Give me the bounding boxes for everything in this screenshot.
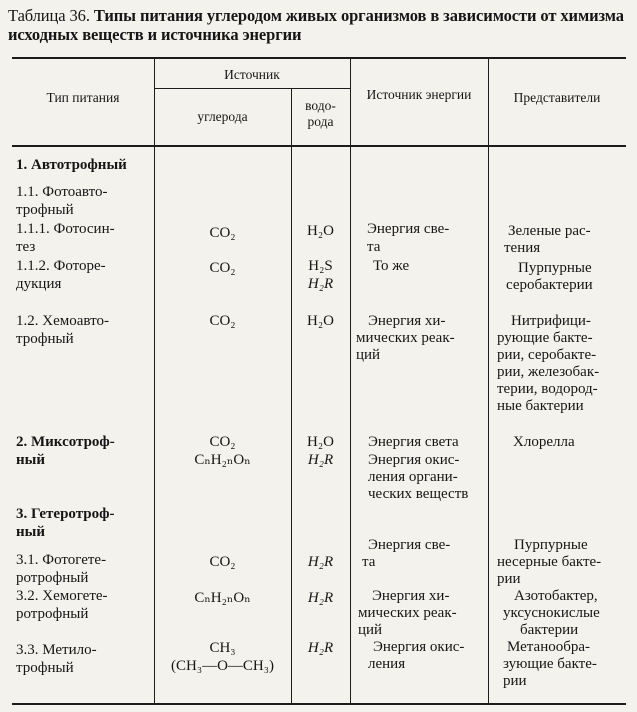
row-mixo-energy-2: Энергия окис-	[368, 452, 460, 468]
row-methylo-energy-2: ления	[368, 656, 406, 672]
row-photosynth-hydrogen: H₂O	[307, 223, 334, 239]
col-divider-2	[291, 88, 292, 704]
row-chemohetero-name-2: ротрофный	[16, 606, 89, 622]
row-photohetero-hydrogen: H₂R	[307, 554, 334, 570]
bottom-rule	[12, 703, 626, 705]
row-chemoauto-carbon: CO₂	[209, 313, 236, 329]
row-methylo-name-2: трофный	[16, 660, 74, 676]
row-photosynth-rep-2: тения	[504, 240, 541, 256]
header-source: Источник	[224, 67, 280, 82]
header-representatives: Представители	[513, 90, 601, 105]
row-chemohetero-energy-1: Энергия хи-	[372, 588, 450, 604]
row-photoreduct-hydrogen-1: H₂S	[308, 258, 333, 274]
caption-title: Типы питания углеродом живых организмов в зависимости от химизма исходных веществ и источника энергии	[8, 6, 624, 44]
row-methylo-carbon-1: CH₃	[209, 640, 236, 656]
row-chemohetero-name-1: 3.2. Хемогете-	[16, 588, 108, 604]
row-methylo-name-1: 3.3. Метило-	[16, 642, 97, 658]
row-photohetero-name-2: ротрофный	[16, 570, 89, 586]
header-carbon: углерода	[197, 109, 248, 124]
row-methylo-energy-1: Энергия окис-	[373, 639, 465, 655]
row-photoreduct-carbon: CO₂	[209, 260, 236, 276]
row-chemoauto-rep-5: терии, водород-	[497, 381, 598, 397]
col-divider-1	[154, 58, 155, 704]
row-photosynth-energy-1: Энергия све-	[367, 221, 450, 237]
row-chemoauto-energy-2: мических реак-	[356, 330, 455, 346]
header-hydrogen-1: водо-	[305, 98, 336, 113]
row-methylo-rep-3: рии	[503, 673, 527, 689]
row-photohetero-rep-1: Пурпурные	[514, 537, 588, 553]
row-photosynth-rep-1: Зеленые рас-	[508, 223, 591, 239]
row-chemohetero-rep-1: Азотобактер,	[514, 588, 598, 604]
row-mixo-carbon-2: CₙH₂ₙOₙ	[194, 452, 251, 468]
row-mixo-energy-1: Энергия света	[368, 434, 459, 450]
row-mixo-carbon-1: CO₂	[209, 434, 236, 450]
row-photosynth-name-1: 1.1.1. Фотосин-	[16, 221, 115, 237]
row-auto-title: 1. Автотрофный	[16, 157, 127, 173]
row-mixo-name-2: ный	[16, 452, 45, 468]
header-bottom-rule	[12, 145, 626, 147]
header-hydrogen-2: рода	[307, 114, 334, 129]
row-mixo-rep: Хлорелла	[513, 434, 575, 450]
row-chemoauto-hydrogen: H₂O	[307, 313, 334, 329]
row-photoreduct-hydrogen-2: H₂R	[307, 276, 334, 292]
row-mixo-energy-4: ческих веществ	[368, 486, 469, 502]
row-photoreduct-name-1: 1.1.2. Фоторе-	[16, 258, 106, 274]
row-chemoauto-name-1: 1.2. Хемоавто-	[16, 313, 109, 329]
source-split-rule	[154, 88, 350, 89]
row-photoauto-name-1: 1.1. Фотоавто-	[16, 184, 108, 200]
row-photoreduct-rep-1: Пурпурные	[518, 260, 592, 276]
row-hetero-title-2: ный	[16, 524, 45, 540]
row-photohetero-carbon: CO₂	[209, 554, 236, 570]
row-hetero-title-1: 3. Гетеротроф-	[16, 506, 115, 522]
row-chemohetero-hydrogen: H₂R	[307, 590, 334, 606]
row-chemoauto-energy-1: Энергия хи-	[368, 313, 446, 329]
row-photoreduct-rep-2: серобактерии	[506, 277, 593, 293]
row-methylo-carbon-2: (CH₃—O—CH₃)	[171, 658, 274, 674]
row-methylo-rep-1: Метанообра-	[507, 639, 591, 655]
row-chemoauto-rep-3: рии, серобакте-	[497, 347, 597, 363]
row-mixo-energy-3: ления органи-	[368, 469, 458, 485]
row-chemohetero-energy-2: мических реак-	[358, 605, 457, 621]
header-type: Тип питания	[46, 90, 120, 105]
row-photohetero-rep-2: несерные бакте-	[497, 554, 602, 570]
row-photosynth-carbon: CO₂	[209, 225, 236, 241]
row-photohetero-name-1: 3.1. Фотогете-	[16, 552, 107, 568]
row-photoauto-name-2: трофный	[16, 202, 74, 218]
row-photohetero-rep-3: рии	[497, 571, 521, 587]
row-mixo-hydrogen-2: H₂R	[307, 452, 334, 468]
row-chemohetero-rep-2: уксуснокислые	[503, 605, 600, 621]
row-photohetero-energy-2: та	[362, 554, 376, 570]
header-energy: Источник энергии	[366, 87, 472, 102]
row-methylo-rep-2: зующие бакте-	[503, 656, 597, 672]
row-chemoauto-energy-3: ций	[356, 347, 381, 363]
row-chemoauto-rep-6: ные бактерии	[497, 398, 584, 414]
row-methylo-hydrogen: H₂R	[307, 640, 334, 656]
row-chemoauto-rep-4: рии, железобак-	[497, 364, 600, 380]
row-photosynth-name-2: тез	[16, 239, 36, 255]
row-chemoauto-rep-2: рующие бакте-	[497, 330, 593, 346]
row-photoreduct-name-2: дукция	[16, 276, 62, 292]
row-photoreduct-energy: То же	[373, 258, 410, 274]
caption-label: Таблица 36.	[8, 6, 90, 25]
col-divider-4	[488, 58, 489, 704]
col-divider-3	[350, 58, 351, 704]
row-chemohetero-rep-3: бактерии	[520, 622, 579, 638]
row-chemoauto-rep-1: Нитрифици-	[511, 313, 591, 329]
top-rule	[12, 57, 626, 59]
row-photosynth-energy-2: та	[367, 239, 381, 255]
row-chemohetero-carbon: CₙH₂ₙOₙ	[194, 590, 251, 606]
row-mixo-name-1: 2. Миксотроф-	[16, 434, 115, 450]
row-chemoauto-name-2: трофный	[16, 331, 74, 347]
row-chemohetero-energy-3: ций	[358, 622, 383, 638]
row-mixo-hydrogen-1: H₂O	[307, 434, 334, 450]
row-photohetero-energy-1: Энергия све-	[368, 537, 451, 553]
